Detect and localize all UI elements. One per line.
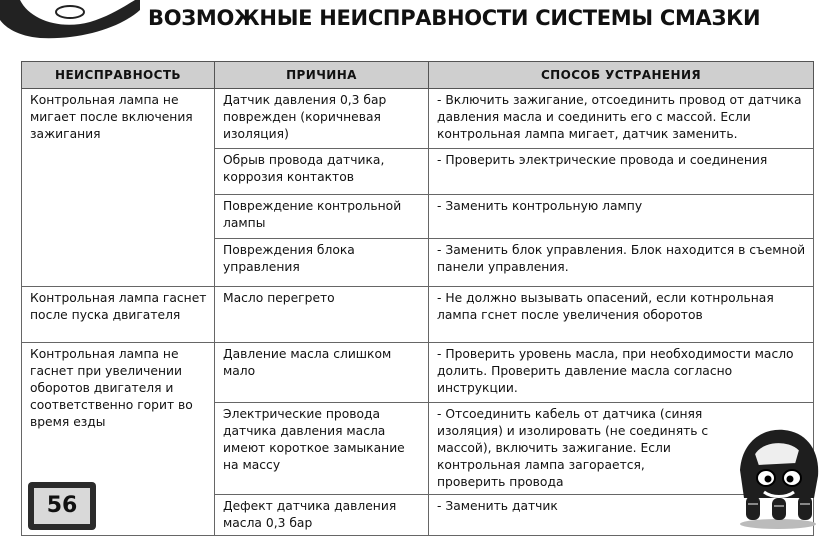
remedy-cell: - Заменить контрольную лампу	[429, 195, 814, 239]
fault-cell: Контрольная лампа не мигает после включения зажигания	[22, 89, 215, 287]
table-row	[22, 89, 814, 149]
remedy-cell: - Проверить электрические провода и соединения	[429, 149, 814, 195]
cause-cell: Датчик давления 0,3 бар поврежден (коричневая изоляция)	[215, 89, 429, 149]
page-title: ВОЗМОЖНЫЕ НЕИСПРАВНОСТИ СИСТЕМЫ СМАЗКИ	[148, 6, 761, 30]
cause-cell: Давление масла слишком мало	[215, 343, 429, 403]
page-number: 56	[34, 488, 90, 524]
cause-cell: Масло перегрето	[215, 287, 429, 343]
header-remedy: СПОСОБ УСТРАНЕНИЯ	[429, 62, 814, 89]
page-number-badge	[28, 482, 96, 530]
remedy-cell: - Включить зажигание, отсоединить провод от датчика давления масла и соединить его с массой. Если контрольная лампа мигает, датчик заменить.	[429, 89, 814, 149]
header-cause: ПРИЧИНА	[215, 62, 429, 89]
car-cartoon-icon	[0, 0, 140, 44]
remedy-cell: - Не должно вызывать опасений, если котнрольная лампа гснет после увеличения оборотов	[429, 287, 814, 343]
remedy-cell: - Отсоединить кабель от датчика (синяя изоляция) и изолировать (не соединять с массой), включить зажигание. Если контрольная лампа загорается, проверить провода	[429, 403, 814, 495]
fault-cell: Контрольная лампа не гаснет при увеличении оборотов двигателя и соответственно горит во время езды	[22, 343, 215, 536]
car-mascot-icon	[728, 420, 828, 530]
cause-cell: Повреждение контрольной лампы	[215, 195, 429, 239]
fault-table	[21, 61, 814, 536]
fault-cell: Контрольная лампа гаснет после пуска двигателя	[22, 287, 215, 343]
table-row	[22, 287, 814, 343]
cause-cell: Повреждения блока управления	[215, 239, 429, 287]
header-fault: НЕИСПРАВНОСТЬ	[22, 62, 215, 89]
cause-cell: Дефект датчика давления масла 0,3 бар	[215, 495, 429, 536]
remedy-cell: - Заменить датчик	[429, 495, 814, 536]
cause-cell: Электрические провода датчика давления масла имеют короткое замыкание на массу	[215, 403, 429, 495]
remedy-cell: - Заменить блок управления. Блок находится в съемной панели управления.	[429, 239, 814, 287]
table-row	[22, 343, 814, 403]
cause-cell: Обрыв провода датчика, коррозия контактов	[215, 149, 429, 195]
remedy-cell: - Проверить уровень масла, при необходимости масло долить. Проверить давление масла согласно инструкции.	[429, 343, 814, 403]
table-header-row	[22, 62, 814, 89]
